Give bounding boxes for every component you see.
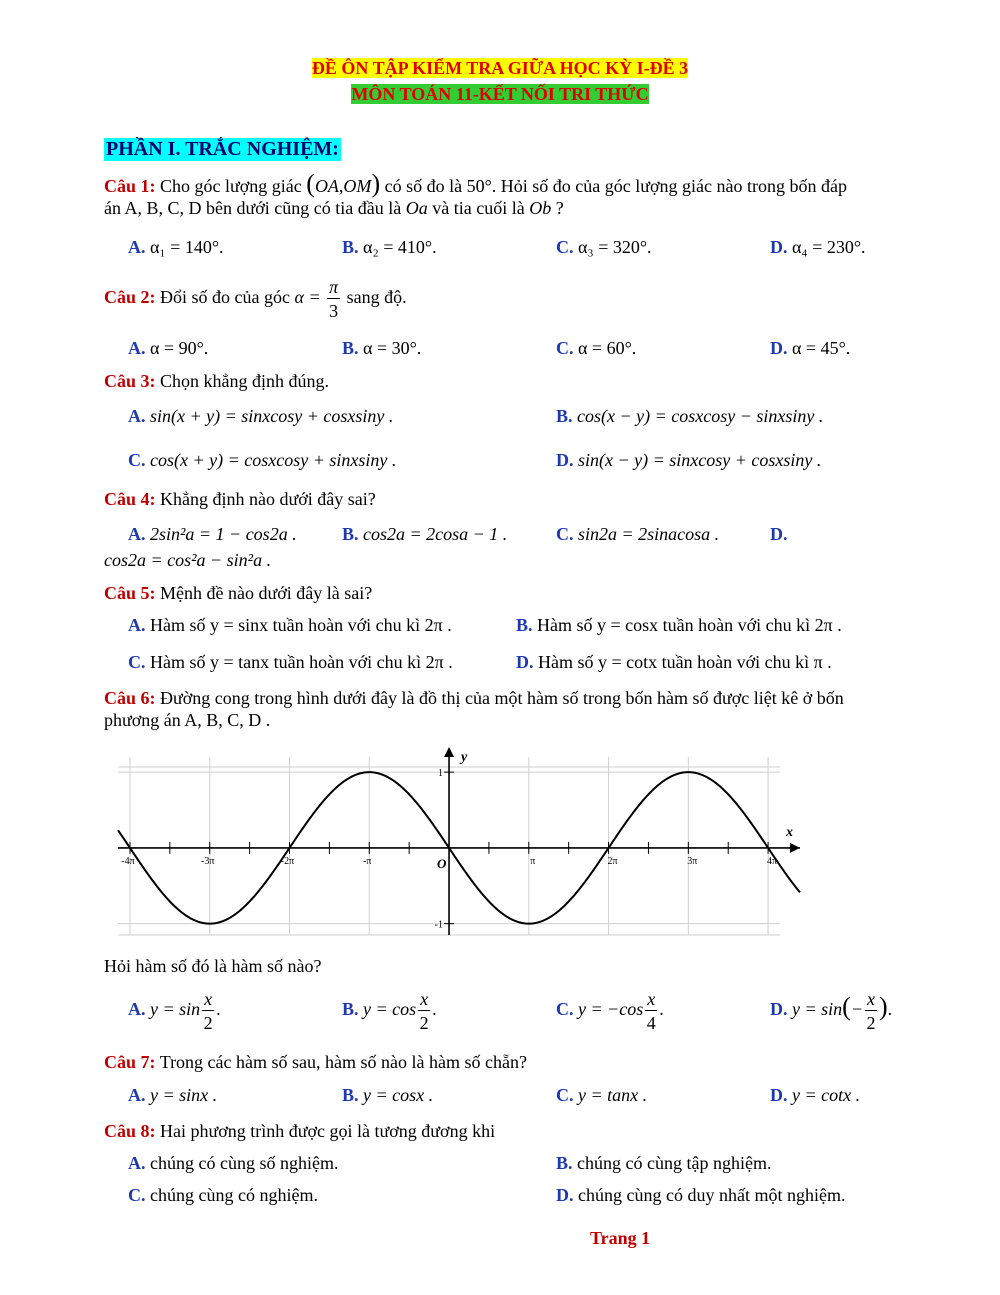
q3-option-c[interactable]: C. cos(x + y) = cosxcosy + sinxsiny . bbox=[128, 450, 397, 470]
q4-option-b[interactable]: B. cos2a = 2cosa − 1 . bbox=[342, 524, 508, 544]
y-tick-label: -1 bbox=[434, 919, 444, 931]
q3-option-b[interactable]: B. cos(x − y) = cosxcosy − sinxsiny . bbox=[556, 406, 824, 426]
question-6-line1: Câu 6: Đường cong trong hình dưới đây là đồ thị của một hàm số trong bốn hàm số được liệt kê ở bốn bbox=[104, 688, 844, 708]
q8-option-a[interactable]: A. chúng có cùng số nghiệm. bbox=[128, 1153, 339, 1173]
q6-option-c[interactable]: C. y = −cos $\frac{x}{4}$ . bbox=[556, 989, 664, 1033]
q1-option-a[interactable]: A. α₁ = 140°. bbox=[128, 237, 224, 257]
y-tick-label: 1 bbox=[438, 768, 444, 780]
question-1-line2: án A, B, C, D bên dưới cũng có tia đầu là Oa và tia cuối là Ob ? bbox=[104, 198, 564, 218]
q2-option-b[interactable]: B. α = 30°. bbox=[342, 338, 422, 358]
q5-option-c[interactable]: C. Hàm số y = tanx tuần hoàn với chu kì 2π . bbox=[128, 652, 453, 672]
x-tick-label: 4π bbox=[767, 855, 778, 867]
question-3: Câu 3: Chọn khẳng định đúng. bbox=[104, 371, 330, 391]
q2-option-c[interactable]: C. α = 60°. bbox=[556, 338, 637, 358]
x-axis-label: x bbox=[786, 824, 793, 840]
q8-option-b[interactable]: B. chúng có cùng tập nghiệm. bbox=[556, 1153, 772, 1173]
x-tick-label: 2π bbox=[607, 855, 618, 867]
q5-option-b[interactable]: B. Hàm số y = cosx tuần hoàn với chu kì 2π . bbox=[516, 615, 842, 635]
question-2: Câu 2: Đổi số đo của góc α = $\frac{\pi}{3}$ sang độ. bbox=[104, 277, 407, 321]
x-tick-label: -3π bbox=[201, 855, 215, 867]
q7-option-d[interactable]: D. y = cotx . bbox=[770, 1085, 861, 1105]
q6-option-d[interactable]: D. y = sin(− $\frac{x}{2}$ ). bbox=[770, 989, 893, 1033]
question-4: Câu 4: Khẳng định nào dưới đây sai? bbox=[104, 489, 376, 509]
sine-graph bbox=[110, 745, 810, 945]
q6-option-b[interactable]: B. y = cos $\frac{x}{2}$ . bbox=[342, 989, 437, 1033]
q7-option-c[interactable]: C. y = tanx . bbox=[556, 1085, 648, 1105]
q8-option-d[interactable]: D. chúng cùng có duy nhất một nghiệm. bbox=[556, 1185, 846, 1205]
q6-option-a[interactable]: A. y = sin $\frac{x}{2}$ . bbox=[128, 989, 221, 1033]
q5-option-a[interactable]: A. Hàm số y = sinx tuần hoàn với chu kì 2π . bbox=[128, 615, 452, 635]
q2-option-a[interactable]: A. α = 90°. bbox=[128, 338, 209, 358]
y-axis-label: y bbox=[461, 750, 468, 765]
q8-option-c[interactable]: C. chúng cùng có nghiệm. bbox=[128, 1185, 318, 1205]
q7-option-b[interactable]: B. y = cosx . bbox=[342, 1085, 434, 1105]
x-tick-label: -2π bbox=[280, 855, 295, 867]
question-6-prompt: Hỏi hàm số đó là hàm số nào? bbox=[104, 956, 322, 976]
document-title: ĐỀ ÔN TẬP KIỂM TRA GIỮA HỌC KỲ I-ĐỀ 3 bbox=[311, 58, 689, 78]
section-heading: PHẦN I. TRẮC NGHIỆM: bbox=[106, 138, 339, 160]
x-axis-arrow bbox=[790, 843, 800, 853]
graph-axes bbox=[118, 747, 800, 935]
question-8: Câu 8: Hai phương trình được gọi là tương đương khi bbox=[104, 1121, 496, 1141]
q1-option-b[interactable]: B. α₂ = 410°. bbox=[342, 237, 437, 257]
q5-option-d[interactable]: D. Hàm số y = cotx tuần hoàn với chu kì π . bbox=[516, 652, 832, 672]
document-subtitle: MÔN TOÁN 11-KẾT NỐI TRI THỨC bbox=[351, 84, 649, 104]
x-tick-label: -π bbox=[363, 855, 372, 867]
origin-label: O bbox=[437, 855, 447, 871]
q4-option-d-label[interactable]: D. bbox=[770, 524, 788, 544]
q1-option-d[interactable]: D. α₄ = 230°. bbox=[770, 237, 866, 257]
graph-labels bbox=[121, 750, 793, 931]
question-1-line1: Câu 1: Cho góc lượng giác (OA,OM) có số đo là 50°. Hỏi số đo của góc lượng giác nào trong bốn đáp bbox=[104, 169, 847, 198]
x-tick-label: -4π bbox=[121, 855, 135, 867]
q1-option-c[interactable]: C. α₃ = 320°. bbox=[556, 237, 652, 257]
q4-option-c[interactable]: C. sin2a = 2sinacosa . bbox=[556, 524, 720, 544]
q4-option-a[interactable]: A. 2sin²a = 1 − cos2a . bbox=[128, 524, 297, 544]
q3-option-d[interactable]: D. sin(x − y) = sinxcosy + cosxsiny . bbox=[556, 450, 822, 470]
question-label: Câu 1: bbox=[104, 176, 156, 196]
question-6-line2: phương án A, B, C, D . bbox=[104, 710, 271, 730]
q4-option-d[interactable]: cos2a = cos²a − sin²a . bbox=[104, 550, 272, 570]
q7-option-a[interactable]: A. y = sinx . bbox=[128, 1085, 218, 1105]
question-7: Câu 7: Trong các hàm số sau, hàm số nào là hàm số chẵn? bbox=[104, 1052, 527, 1072]
q2-option-d[interactable]: D. α = 45°. bbox=[770, 338, 851, 358]
x-tick-label: 3π bbox=[687, 855, 698, 867]
q3-option-a[interactable]: A. sin(x + y) = sinxcosy + cosxsiny . bbox=[128, 406, 394, 426]
page-number: Trang 1 bbox=[590, 1228, 651, 1248]
y-axis-arrow bbox=[444, 747, 454, 757]
x-tick-label: π bbox=[530, 855, 536, 867]
question-5: Câu 5: Mệnh đề nào dưới đây là sai? bbox=[104, 583, 373, 603]
